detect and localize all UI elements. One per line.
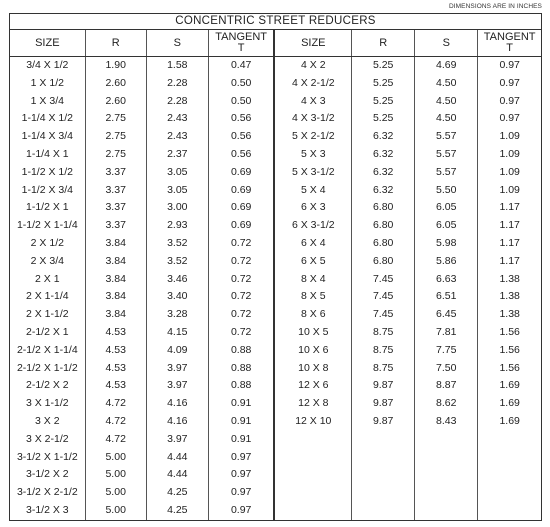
right-r-cell <box>352 449 415 467</box>
table-row <box>10 431 541 449</box>
reducer-table <box>10 30 541 520</box>
left-r-cell: 3.37 <box>85 182 146 200</box>
right-size-cell: 8 X 4 <box>274 271 351 289</box>
left-size-cell: 1-1/4 X 1/2 <box>10 110 85 128</box>
right-r-cell: 6.80 <box>352 253 415 271</box>
right-s-cell: 7.81 <box>415 324 478 342</box>
header-r-right: R <box>352 30 415 57</box>
left-size-cell: 2-1/2 X 1-1/2 <box>10 360 85 378</box>
right-s-cell: 6.05 <box>415 199 478 217</box>
right-tangent-cell <box>478 449 541 467</box>
table-row <box>10 449 541 467</box>
right-s-cell: 4.50 <box>415 110 478 128</box>
header-size-right: SIZE <box>274 30 351 57</box>
dimensions-note: DIMENSIONS ARE IN INCHES <box>448 3 542 10</box>
right-s-cell: 5.86 <box>415 253 478 271</box>
left-s-cell: 3.28 <box>146 306 208 324</box>
right-s-cell: 4.50 <box>415 93 478 111</box>
left-tangent-cell: 0.72 <box>208 253 274 271</box>
right-tangent-cell: 1.17 <box>478 253 541 271</box>
table-row <box>10 128 541 146</box>
right-size-cell: 4 X 2-1/2 <box>274 75 351 93</box>
right-tangent-cell: 1.17 <box>478 199 541 217</box>
left-tangent-cell: 0.56 <box>208 110 274 128</box>
left-size-cell: 3 X 2-1/2 <box>10 431 85 449</box>
left-tangent-cell: 0.97 <box>208 484 274 502</box>
right-size-cell <box>274 449 351 467</box>
left-size-cell: 3 X 1-1/2 <box>10 395 85 413</box>
right-tangent-cell: 1.56 <box>478 324 541 342</box>
right-s-cell: 6.63 <box>415 271 478 289</box>
left-r-cell: 2.75 <box>85 128 146 146</box>
left-r-cell: 4.72 <box>85 413 146 431</box>
right-tangent-cell <box>478 502 541 520</box>
table-row <box>10 395 541 413</box>
left-tangent-cell: 0.72 <box>208 324 274 342</box>
left-s-cell: 4.16 <box>146 395 208 413</box>
right-s-cell: 6.05 <box>415 217 478 235</box>
right-size-cell: 4 X 2 <box>274 57 351 75</box>
right-r-cell: 5.25 <box>352 93 415 111</box>
right-r-cell <box>352 502 415 520</box>
left-r-cell: 4.53 <box>85 342 146 360</box>
right-size-cell <box>274 502 351 520</box>
left-tangent-cell: 0.72 <box>208 288 274 306</box>
table-row <box>10 57 541 75</box>
left-s-cell: 1.58 <box>146 57 208 75</box>
left-s-cell: 3.05 <box>146 182 208 200</box>
right-r-cell: 6.32 <box>352 182 415 200</box>
right-s-cell: 8.62 <box>415 395 478 413</box>
left-r-cell: 3.37 <box>85 199 146 217</box>
table-row <box>10 110 541 128</box>
left-tangent-cell: 0.69 <box>208 217 274 235</box>
right-size-cell: 5 X 2-1/2 <box>274 128 351 146</box>
table-row <box>10 502 541 520</box>
right-size-cell <box>274 431 351 449</box>
left-size-cell: 1-1/2 X 1-1/4 <box>10 217 85 235</box>
left-tangent-cell: 0.88 <box>208 360 274 378</box>
right-tangent-cell: 1.56 <box>478 360 541 378</box>
right-size-cell: 5 X 3 <box>274 146 351 164</box>
left-s-cell: 3.46 <box>146 271 208 289</box>
right-r-cell: 7.45 <box>352 306 415 324</box>
right-s-cell <box>415 502 478 520</box>
left-s-cell: 3.00 <box>146 199 208 217</box>
right-s-cell: 5.57 <box>415 164 478 182</box>
right-size-cell: 12 X 10 <box>274 413 351 431</box>
left-tangent-cell: 0.69 <box>208 164 274 182</box>
left-s-cell: 4.09 <box>146 342 208 360</box>
table-row <box>10 235 541 253</box>
left-r-cell: 4.53 <box>85 360 146 378</box>
left-r-cell: 3.84 <box>85 306 146 324</box>
left-s-cell: 3.05 <box>146 164 208 182</box>
table-row <box>10 253 541 271</box>
table-row <box>10 306 541 324</box>
left-tangent-cell: 0.50 <box>208 75 274 93</box>
left-r-cell: 3.84 <box>85 271 146 289</box>
left-r-cell: 4.72 <box>85 395 146 413</box>
right-size-cell: 12 X 8 <box>274 395 351 413</box>
right-r-cell: 5.25 <box>352 110 415 128</box>
left-tangent-cell: 0.88 <box>208 377 274 395</box>
right-tangent-cell <box>478 466 541 484</box>
right-size-cell <box>274 466 351 484</box>
left-r-cell: 4.53 <box>85 377 146 395</box>
right-r-cell: 5.25 <box>352 57 415 75</box>
right-size-cell: 10 X 6 <box>274 342 351 360</box>
right-tangent-cell: 0.97 <box>478 57 541 75</box>
right-tangent-cell: 1.17 <box>478 217 541 235</box>
right-s-cell: 5.98 <box>415 235 478 253</box>
table-row <box>10 324 541 342</box>
right-r-cell: 5.25 <box>352 75 415 93</box>
right-size-cell: 12 X 6 <box>274 377 351 395</box>
left-s-cell: 2.37 <box>146 146 208 164</box>
left-s-cell: 3.97 <box>146 431 208 449</box>
right-size-cell: 6 X 5 <box>274 253 351 271</box>
header-tangent <box>208 30 274 57</box>
right-s-cell: 4.69 <box>415 57 478 75</box>
table-row <box>10 342 541 360</box>
right-tangent-cell: 1.69 <box>478 413 541 431</box>
left-r-cell: 3.37 <box>85 164 146 182</box>
header-tangent-line2-right: T <box>506 42 514 54</box>
left-r-cell: 3.84 <box>85 235 146 253</box>
header-r: R <box>85 30 146 57</box>
right-r-cell: 8.75 <box>352 324 415 342</box>
left-size-cell: 1-1/2 X 1 <box>10 199 85 217</box>
header-s: S <box>146 30 208 57</box>
right-s-cell <box>415 449 478 467</box>
left-s-cell: 4.44 <box>146 449 208 467</box>
header-tangent-line2: T <box>237 42 245 54</box>
left-tangent-cell: 0.91 <box>208 431 274 449</box>
table-row <box>10 288 541 306</box>
left-size-cell: 3-1/2 X 2 <box>10 466 85 484</box>
right-tangent-cell: 1.69 <box>478 395 541 413</box>
left-tangent-cell: 0.97 <box>208 466 274 484</box>
right-tangent-cell: 1.09 <box>478 164 541 182</box>
table-row <box>10 93 541 111</box>
table-row <box>10 413 541 431</box>
left-r-cell: 4.53 <box>85 324 146 342</box>
left-s-cell: 2.43 <box>146 128 208 146</box>
right-r-cell <box>352 484 415 502</box>
left-size-cell: 2-1/2 X 2 <box>10 377 85 395</box>
table-row <box>10 360 541 378</box>
header-size: SIZE <box>10 30 85 57</box>
left-tangent-cell: 0.72 <box>208 235 274 253</box>
right-s-cell <box>415 431 478 449</box>
right-size-cell: 8 X 5 <box>274 288 351 306</box>
header-tangent-right <box>478 30 541 57</box>
left-s-cell: 4.15 <box>146 324 208 342</box>
left-s-cell: 2.28 <box>146 75 208 93</box>
right-s-cell: 6.51 <box>415 288 478 306</box>
right-size-cell: 4 X 3-1/2 <box>274 110 351 128</box>
left-size-cell: 2 X 1 <box>10 271 85 289</box>
left-s-cell: 4.44 <box>146 466 208 484</box>
right-s-cell: 4.50 <box>415 75 478 93</box>
left-tangent-cell: 0.72 <box>208 271 274 289</box>
left-r-cell: 4.72 <box>85 431 146 449</box>
right-s-cell <box>415 466 478 484</box>
left-r-cell: 2.60 <box>85 93 146 111</box>
left-size-cell: 1-1/2 X 1/2 <box>10 164 85 182</box>
left-tangent-cell: 0.97 <box>208 449 274 467</box>
left-size-cell: 1 X 1/2 <box>10 75 85 93</box>
left-r-cell: 5.00 <box>85 449 146 467</box>
right-size-cell: 10 X 8 <box>274 360 351 378</box>
table-title: CONCENTRIC STREET REDUCERS <box>10 14 541 30</box>
table-row <box>10 164 541 182</box>
left-s-cell: 4.25 <box>146 484 208 502</box>
left-r-cell: 3.37 <box>85 217 146 235</box>
right-size-cell: 8 X 6 <box>274 306 351 324</box>
left-size-cell: 3/4 X 1/2 <box>10 57 85 75</box>
right-s-cell: 7.50 <box>415 360 478 378</box>
left-r-cell: 3.84 <box>85 288 146 306</box>
right-r-cell: 6.32 <box>352 128 415 146</box>
right-size-cell: 6 X 4 <box>274 235 351 253</box>
left-tangent-cell: 0.56 <box>208 128 274 146</box>
right-size-cell: 4 X 3 <box>274 93 351 111</box>
left-r-cell: 1.90 <box>85 57 146 75</box>
left-s-cell: 3.52 <box>146 235 208 253</box>
right-r-cell: 6.32 <box>352 146 415 164</box>
right-s-cell: 8.87 <box>415 377 478 395</box>
left-size-cell: 3-1/2 X 1-1/2 <box>10 449 85 467</box>
right-r-cell: 9.87 <box>352 377 415 395</box>
left-s-cell: 4.16 <box>146 413 208 431</box>
right-tangent-cell: 0.97 <box>478 93 541 111</box>
table-row <box>10 466 541 484</box>
right-size-cell: 10 X 5 <box>274 324 351 342</box>
table-row <box>10 146 541 164</box>
right-size-cell <box>274 484 351 502</box>
left-s-cell: 3.52 <box>146 253 208 271</box>
right-tangent-cell <box>478 431 541 449</box>
table-row <box>10 217 541 235</box>
table-row <box>10 182 541 200</box>
right-r-cell <box>352 431 415 449</box>
left-s-cell: 3.97 <box>146 360 208 378</box>
left-size-cell: 2-1/2 X 1 <box>10 324 85 342</box>
left-s-cell: 2.43 <box>146 110 208 128</box>
right-s-cell: 8.43 <box>415 413 478 431</box>
reducer-table-frame <box>9 13 542 521</box>
table-body <box>10 57 541 520</box>
left-size-cell: 2 X 1/2 <box>10 235 85 253</box>
right-r-cell: 6.80 <box>352 235 415 253</box>
table-row <box>10 75 541 93</box>
right-tangent-cell: 1.38 <box>478 271 541 289</box>
left-s-cell: 2.93 <box>146 217 208 235</box>
left-s-cell: 2.28 <box>146 93 208 111</box>
left-tangent-cell: 0.47 <box>208 57 274 75</box>
right-r-cell: 6.32 <box>352 164 415 182</box>
left-size-cell: 1-1/2 X 3/4 <box>10 182 85 200</box>
right-r-cell: 7.45 <box>352 288 415 306</box>
right-r-cell: 8.75 <box>352 342 415 360</box>
right-r-cell: 9.87 <box>352 395 415 413</box>
left-size-cell: 2 X 3/4 <box>10 253 85 271</box>
left-r-cell: 5.00 <box>85 484 146 502</box>
right-tangent-cell: 1.09 <box>478 182 541 200</box>
header-tangent-line1-right: TANGENT <box>483 31 536 43</box>
left-r-cell: 2.60 <box>85 75 146 93</box>
table-row <box>10 199 541 217</box>
right-size-cell: 6 X 3 <box>274 199 351 217</box>
left-tangent-cell: 0.56 <box>208 146 274 164</box>
left-size-cell: 1-1/4 X 3/4 <box>10 128 85 146</box>
left-s-cell: 3.97 <box>146 377 208 395</box>
right-size-cell: 6 X 3-1/2 <box>274 217 351 235</box>
right-s-cell: 5.57 <box>415 146 478 164</box>
left-size-cell: 2 X 1-1/2 <box>10 306 85 324</box>
right-tangent-cell: 1.09 <box>478 146 541 164</box>
right-s-cell: 7.75 <box>415 342 478 360</box>
right-s-cell: 6.45 <box>415 306 478 324</box>
header-s-right: S <box>415 30 478 57</box>
right-size-cell: 5 X 3-1/2 <box>274 164 351 182</box>
left-s-cell: 3.40 <box>146 288 208 306</box>
right-tangent-cell: 1.38 <box>478 306 541 324</box>
right-tangent-cell: 0.97 <box>478 75 541 93</box>
left-tangent-cell: 0.91 <box>208 395 274 413</box>
left-tangent-cell: 0.97 <box>208 502 274 520</box>
left-tangent-cell: 0.69 <box>208 182 274 200</box>
table-row <box>10 377 541 395</box>
left-r-cell: 3.84 <box>85 253 146 271</box>
right-size-cell: 5 X 4 <box>274 182 351 200</box>
table-row <box>10 484 541 502</box>
right-r-cell: 9.87 <box>352 413 415 431</box>
left-s-cell: 4.25 <box>146 502 208 520</box>
right-r-cell: 8.75 <box>352 360 415 378</box>
right-s-cell <box>415 484 478 502</box>
left-tangent-cell: 0.91 <box>208 413 274 431</box>
left-size-cell: 2 X 1-1/4 <box>10 288 85 306</box>
right-tangent-cell: 1.69 <box>478 377 541 395</box>
left-size-cell: 1-1/4 X 1 <box>10 146 85 164</box>
table-row <box>10 271 541 289</box>
right-r-cell: 6.80 <box>352 199 415 217</box>
right-tangent-cell: 1.38 <box>478 288 541 306</box>
right-s-cell: 5.50 <box>415 182 478 200</box>
right-r-cell: 7.45 <box>352 271 415 289</box>
left-r-cell: 5.00 <box>85 502 146 520</box>
left-size-cell: 3-1/2 X 2-1/2 <box>10 484 85 502</box>
left-size-cell: 3 X 2 <box>10 413 85 431</box>
left-size-cell: 3-1/2 X 3 <box>10 502 85 520</box>
header-tangent-line1: TANGENT <box>215 31 268 43</box>
header-row <box>10 30 541 57</box>
left-tangent-cell: 0.50 <box>208 93 274 111</box>
left-r-cell: 2.75 <box>85 110 146 128</box>
left-size-cell: 1 X 3/4 <box>10 93 85 111</box>
left-tangent-cell: 0.69 <box>208 199 274 217</box>
right-tangent-cell: 1.09 <box>478 128 541 146</box>
left-size-cell: 2-1/2 X 1-1/4 <box>10 342 85 360</box>
left-r-cell: 2.75 <box>85 146 146 164</box>
right-tangent-cell: 1.56 <box>478 342 541 360</box>
right-s-cell: 5.57 <box>415 128 478 146</box>
left-tangent-cell: 0.72 <box>208 306 274 324</box>
left-tangent-cell: 0.88 <box>208 342 274 360</box>
left-r-cell: 5.00 <box>85 466 146 484</box>
right-r-cell <box>352 466 415 484</box>
right-tangent-cell: 0.97 <box>478 110 541 128</box>
right-tangent-cell: 1.17 <box>478 235 541 253</box>
right-r-cell: 6.80 <box>352 217 415 235</box>
right-tangent-cell <box>478 484 541 502</box>
